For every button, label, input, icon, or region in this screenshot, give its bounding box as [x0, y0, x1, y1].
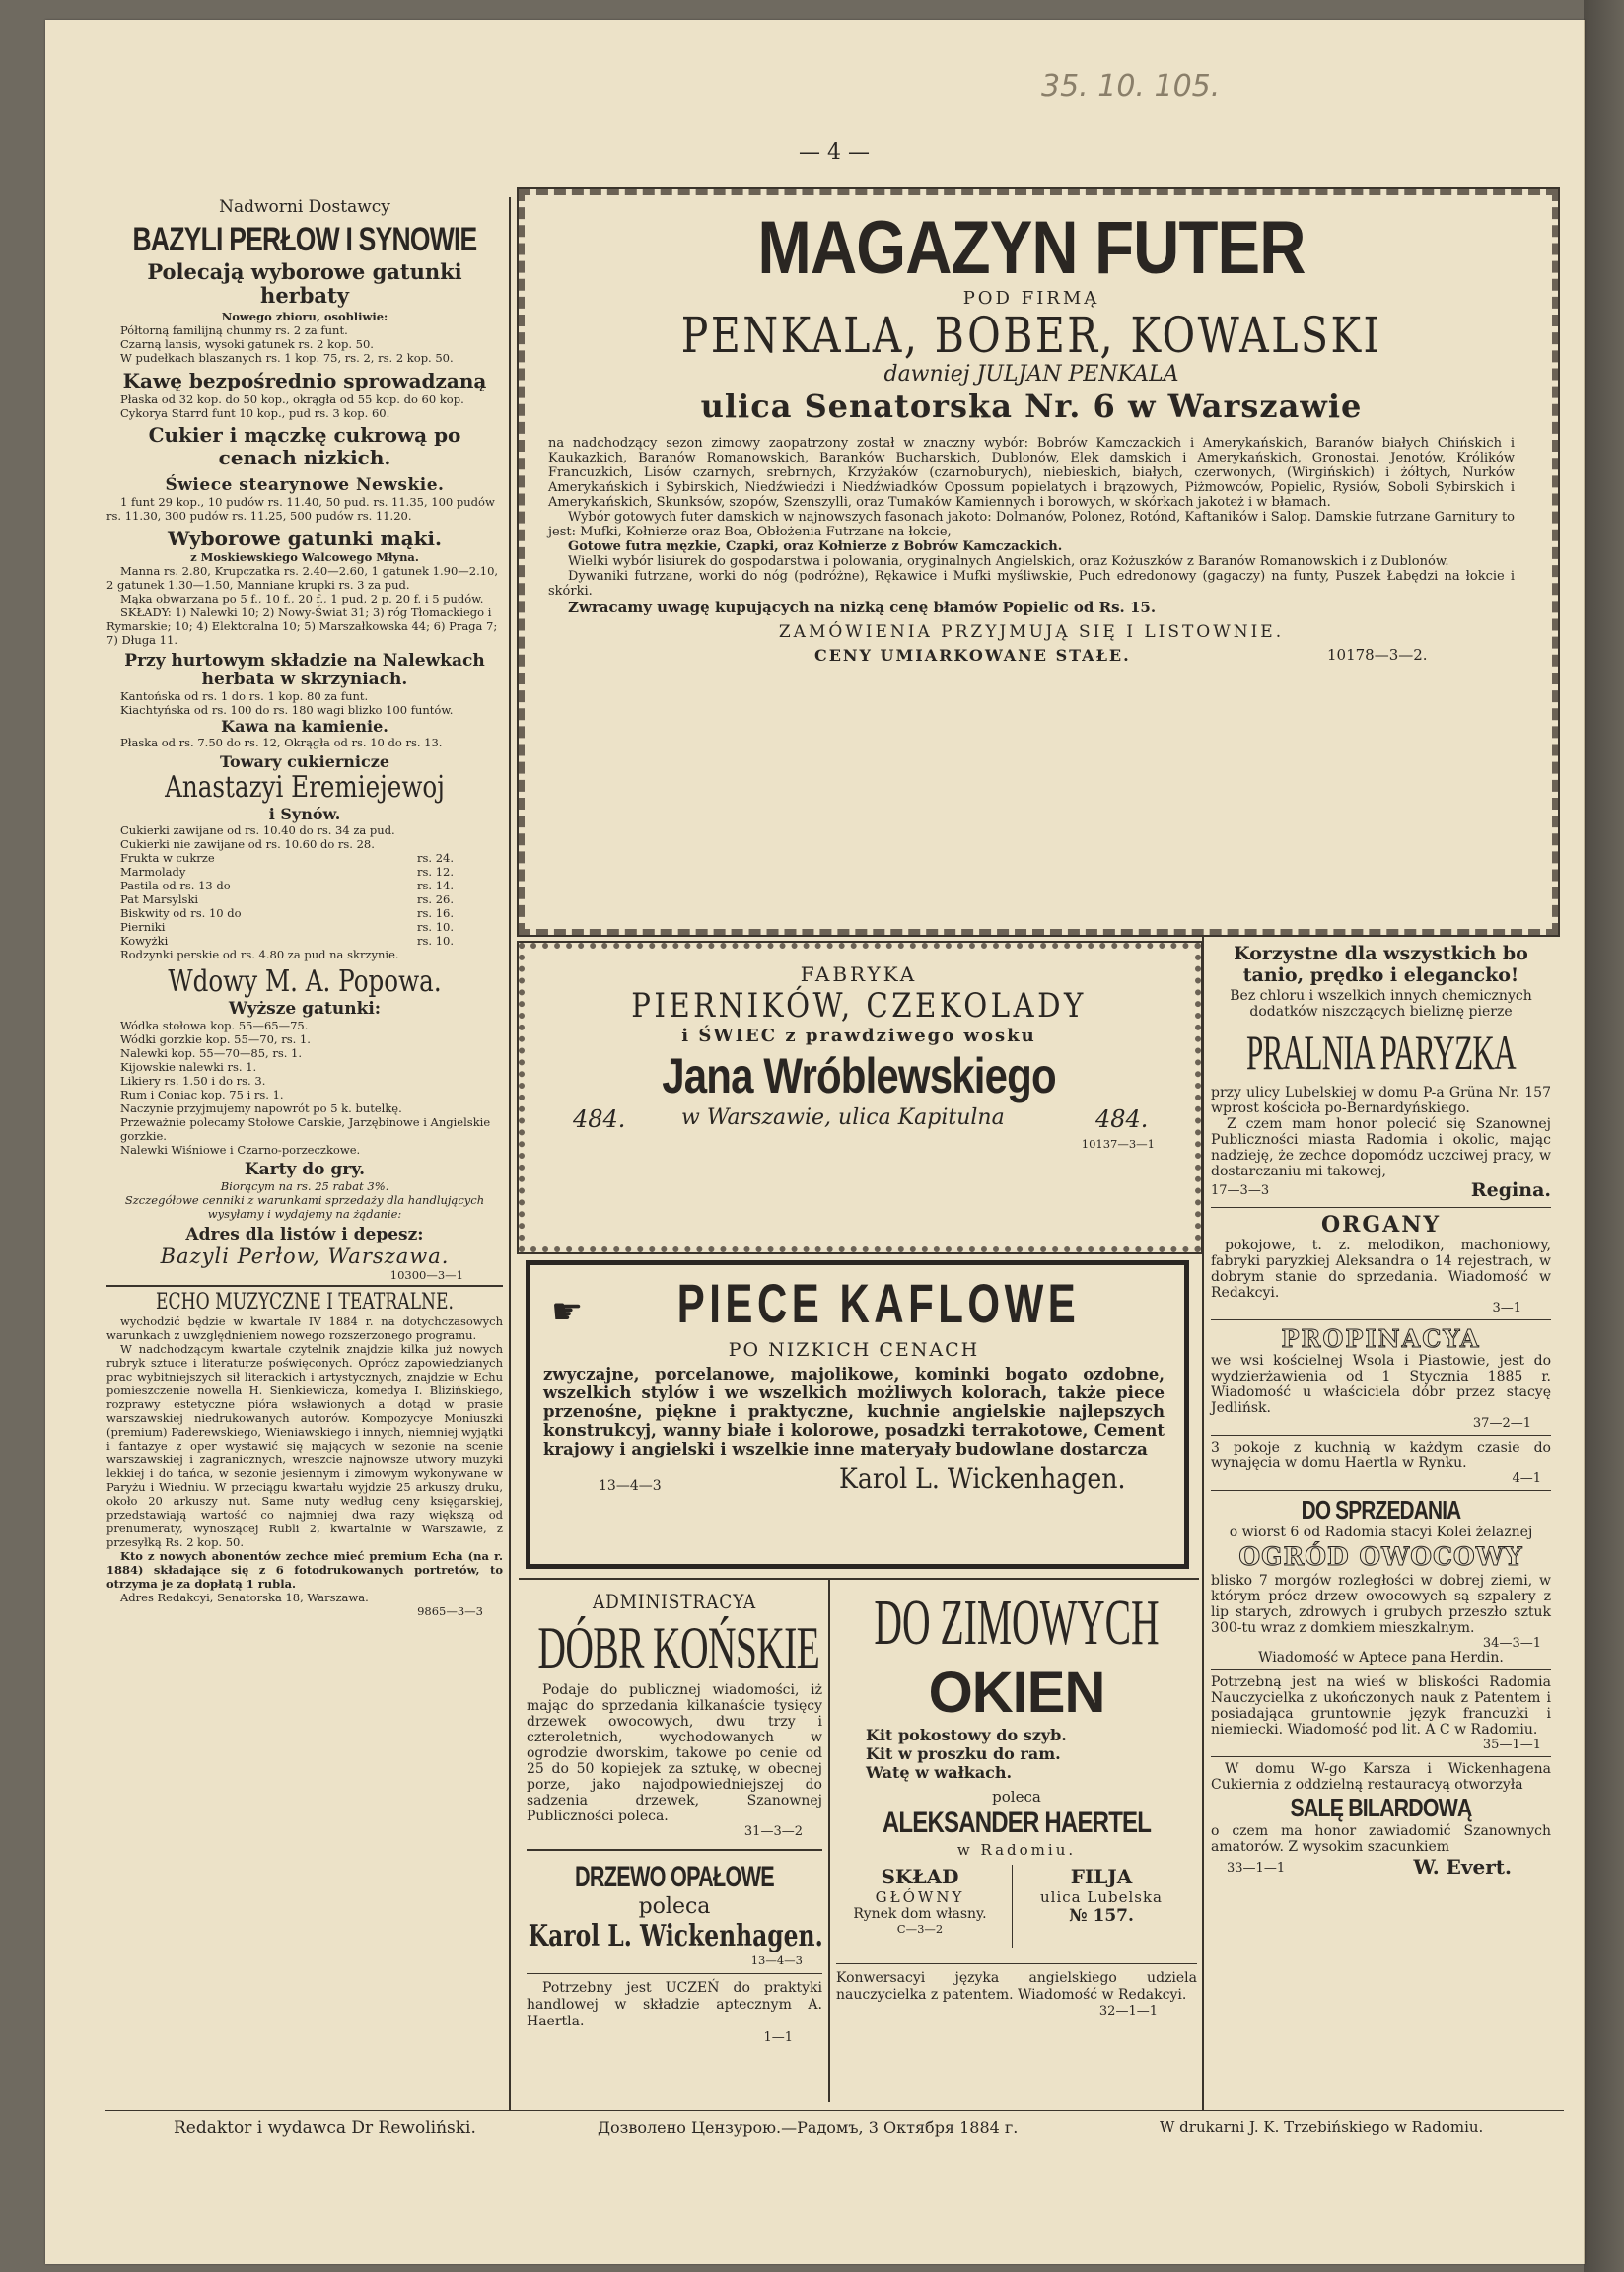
futer-body: na nadchodzący sezon zimowy zaopatrzony został w znaczny wybór: Bobrów Kamczackich i Amerykańskich, Baranów białych Chińskich i Kaukazkich, Baranów Romanowskich, Baranków Bucharskich, Dublonów, Elek damskich i Amerykańskich, Gronostai, Jenotów, Królików Francuzkich, Lisów czarnych, srebrnych, Krzyżaków (czarnoburych), niebieskich, białych, czerwonych, (Wirgińskich) i żółtych, Nurków Amerykańskich i Sybirskich, Niedźwiedzi i Niedźwiadków Opossum popielatych i brązowych, Piżmowców, Popielic, Rysiów, Soboli Sybirskich i Amerykańskich, Skunksów, szopów, Szenszylli, oraz Tumaków Kamiennych i borowych, w skórkach jakoteż i w błamach.	[548, 436, 1515, 510]
okien-title2: OKIEN	[928, 1661, 1105, 1725]
sprzedania-sub: o wiorst 6 od Radomia stacyi Kolei żelaznej	[1229, 1525, 1533, 1540]
organy-ref: 3—1	[1492, 1301, 1521, 1315]
candles-title: Świece stearynowe Newskie.	[165, 475, 445, 495]
konskie-admin: ADMINISTRACYA	[593, 1590, 756, 1613]
divider	[1211, 1319, 1551, 1320]
vodka-line: Wódki gorzkie kop. 55—70, rs. 1.	[120, 1032, 311, 1046]
okien-rynek: Rynek dom własny.	[853, 1906, 987, 1922]
piece-title: PIECE KAFLOWE	[676, 1272, 1081, 1334]
organy-body: pokojowe, t. z. melodikon, machoniowy, fabryki paryzkiej Aleksandra o 14 rejestrach, w dobrym stanie do sprzedania. Wiadomość w Redakcyi.	[1211, 1238, 1551, 1301]
confectionery-item: Biskwity od rs. 10 do	[120, 906, 242, 920]
pralnia-sign: Regina.	[1470, 1179, 1551, 1201]
vodka-line: Kijowskie nalewki rs. 1.	[120, 1060, 257, 1074]
confectionery-row	[120, 892, 503, 906]
confectionery-list	[106, 823, 503, 961]
futer-title: MAGAZYN FUTER	[757, 206, 1306, 290]
flour-line: Manna rs. 2.80, Krupczatka rs. 2.40—2.60, 1 gatunek 1.90—2.10, 2 gatunek 1.30—1.50, Manniane krupki rs. 3 za pud.	[106, 564, 499, 592]
vodka-line: Rum i Coniac kop. 75 i rs. 1.	[120, 1088, 284, 1101]
sprzedania-title: DO SPRZEDANIA	[1301, 1495, 1461, 1525]
flour-title: Wyborowe gatunki mąki.	[168, 527, 442, 550]
piernik-number: 484.	[1095, 1105, 1149, 1133]
futer-street: ulica Senatorska Nr. 6 w Warszawie	[700, 388, 1363, 425]
catalog-note: Szczegółowe cenniki z warunkami sprzedaży dla handlujących wysyłamy i wydajemy na żądanie:	[124, 1193, 485, 1221]
pralnia-ref: 17—3—3	[1211, 1183, 1270, 1198]
futer-body: Wielki wybór lisiurek do gospodarstwa i polowania, oryginalnych Angielskich, oraz Kożuszków z Baranów Romanowskich i z Dublonów.	[568, 554, 1449, 569]
vodka-line: Wódka stołowa kop. 55—65—75.	[120, 1019, 309, 1032]
divider	[106, 1285, 503, 1287]
confectionery-price: rs. 14.	[417, 879, 454, 892]
handwritten-note: 35. 10. 105.	[1041, 69, 1221, 104]
okien-line: Kit pokostowy do szyb.	[866, 1726, 1067, 1744]
propinacya-body: we wsi kościelnej Wsola i Piastowie, jest do wydzierżawienia od 1 Stycznia 1885 r. Wiadomość u właściciela dóbr przez stacyę Jedlińsk.	[1211, 1353, 1551, 1416]
echo-line: W nadchodzącym kwartale czytelnik znajdzie kilka już nowych rubryk sztuce i literaturze poświęconych. Oprócz zapowiedzianych prac wybitniejszych sił literackich i artystycznych, znajdzie w Echu pomieszczenie nowella H. Sienkiewicza, komedya I. Blizińskiego, rozprawy estetyczne pióra wsławionych a dotąd w prasie warszawskiej niedrukowanych autorów. Kompozycye Moniuszki (premium) Paderewskiego, Wieniawskiego i innych, niemniej wyjątki i fantazye z oper wystawić się mających w sezonie na scenie warszawskiej i zagranicznych, wreszcie najnowsze utwory muzyki lekkiej i do tańca, w sezonie jesiennym i zimowym wykonywane w Paryżu i Wiedniu. W przeciągu kwartału wyjdzie 25 arkuszy druku, około 20 arkuszy nut. Same nuty według ceny księgarskiej, przedstawiają wartość co najmniej dwa razy większą od prenumeraty, wynoszącej Rubli 2, kwartalnie w Warszawie, z przesyłką Rs. 2 kop. 50.	[106, 1342, 503, 1549]
piernik-ad	[533, 962, 1184, 1151]
vodka-line: Naczynie przyjmujemy napowrót po 5 k. butelkę.	[120, 1101, 402, 1115]
vodka-line: Likiery rs. 1.50 i do rs. 3.	[120, 1074, 266, 1088]
piernik-fabryka: FABRYKA	[800, 962, 918, 986]
ad-divider	[828, 1580, 830, 2102]
ogrod-where: Wiadomość w Aptece pana Herdin.	[1258, 1650, 1504, 1666]
propinacya-title: PROPINACYA	[1281, 1324, 1481, 1353]
piece-ad	[543, 1270, 1165, 1502]
okien-line: Watę w wałkach.	[866, 1763, 1013, 1782]
okien-line: Kit w proszku do ram.	[866, 1744, 1061, 1763]
confectionery-item: Pat Marsylski	[120, 892, 199, 906]
confectionery-title: Towary cukiernicze	[219, 752, 390, 771]
pralnia-sub: Bez chloru i wszelkich innych chemicznych dodatków niszczących bieliznę pierze	[1230, 988, 1532, 1020]
page-number: — 4 —	[799, 140, 870, 165]
okien-filja: FILJA	[1070, 1865, 1133, 1888]
ad-divider	[519, 1578, 1199, 1580]
piernik-line2: i ŚWIEC z prawdziwego wosku	[681, 1026, 1036, 1046]
futer-ref: 10178—3—2.	[1327, 646, 1428, 664]
futer-body: Dywaniki futrzane, worki do nóg (podróżne), Rękawice i Mufki myśliwskie, Puch edredonowy (gagaczy) na funty, Puszek Łabędzi na łokcie i skórki.	[548, 569, 1515, 599]
confectionery-item: Marmolady	[120, 865, 186, 879]
nauczycielka-ref: 35—1—1	[1482, 1738, 1541, 1752]
divider	[1211, 1669, 1551, 1670]
echo-title: ECHO MUZYCZNE I TEATRALNE.	[155, 1290, 454, 1314]
drzewo-name: Karol L. Wickenhagen.	[528, 1919, 823, 1953]
confectionery-row	[120, 906, 503, 920]
propinacya-ref: 37—2—1	[1472, 1416, 1531, 1431]
left-column	[106, 197, 503, 1618]
futer-body: Wybór gotowych futer damskich w najnowszych fasonach jakoto: Dolmanów, Polonez, Rotónd, Kaftaników i Salop. Damskie futrzane Garnitury to jest: Mufki, Kołnierze oraz Boa, Obłożenia Futrzane na łokcie,	[548, 510, 1515, 539]
address-value: Bazyli Perłow, Warszawa.	[160, 1244, 450, 1268]
perlow-firm-title: BAZYLI PERŁOW I SYNOWIE	[132, 221, 477, 258]
konskie-ref: 31—3—2	[743, 1824, 803, 1839]
confectionery-row	[120, 879, 503, 892]
vodka-line: Przeważnie polecamy Stołowe Carskie, Jarzębinowe i Angielskie gorzkie.	[120, 1115, 491, 1143]
flour-subtitle: z Moskiewskiego Walcowego Młyna.	[190, 550, 419, 564]
piece-sub: PO NIZKICH CENACH	[728, 1339, 980, 1361]
tea-line: Półtorną familijną chunmy rs. 2 za funt.	[120, 323, 348, 337]
confectionery-row	[120, 865, 503, 879]
confectionery-row	[120, 837, 503, 851]
futer-pod: POD FIRMĄ	[962, 288, 1100, 309]
coffee-line: Płaska od 32 kop. do 50 kop., okrągła od 55 kop. do 60 kop.	[120, 392, 464, 406]
tea-subtitle: Nowego zbioru, osobliwie:	[221, 310, 388, 323]
futer-ad	[538, 206, 1524, 670]
confectionery-row	[120, 851, 503, 865]
tea-line: W pudełkach blaszanych rs. 1 kop. 75, rs. 2, rs. 2 kop. 50.	[120, 351, 454, 365]
confectionery-row	[120, 948, 503, 961]
purveyor-heading: Nadworni Dostawcy	[219, 197, 390, 217]
confectionery-item: Cukierki zawijane od rs. 10.40 do rs. 34 za pud.	[120, 823, 395, 837]
salon-sign: W. Evert.	[1413, 1855, 1512, 1879]
okien-sklad: SKŁAD	[881, 1865, 959, 1888]
confectionery-price: rs. 24.	[417, 851, 454, 865]
synow-label: i Synów.	[268, 805, 341, 823]
vodka-list	[106, 1019, 503, 1157]
piernik-number: 484.	[573, 1105, 626, 1133]
okien-filja-block	[1018, 1865, 1185, 1926]
echo-line: Adres Redakcyi, Senatorska 18, Warszawa.	[120, 1591, 369, 1604]
okien-title1: DO ZIMOWYCH	[874, 1587, 1160, 1659]
confectionery-price: rs. 16.	[417, 906, 454, 920]
tea-title: Polecają wyborowe gatunki herbaty	[147, 259, 462, 308]
confectionery-item: Frukta w cukrze	[120, 851, 215, 865]
vodka-title: Wyższe gatunki:	[228, 999, 382, 1019]
okien-sklad-block	[836, 1865, 1004, 1936]
konskie-body: Podaje do publicznej wiadomości, iż mając do sprzedania kilkanaście tysięcy drzewek owocowych, dwu trzy i czteroletnich, wychodowanych w ogrodzie dworskim, takowe po cenie od 25 do 50 kopiejek za sztukę, w obecnej porze, jako najodpowiedniejszej do sadzenia drzewek, Szanownej Publiczności poleca.	[527, 1682, 822, 1824]
footer-censor: Дозволено Цензурою.—Радомъ, 3 Октября 1884 г.	[598, 2118, 1019, 2137]
popowa-title: Wdowy M. A. Popowa.	[168, 964, 442, 999]
confectionery-price: rs. 10.	[417, 934, 454, 948]
ogrod-title: OGRÓD OWOCOWY	[1238, 1542, 1523, 1571]
cards-line: Biorącym na rs. 25 rabat 3%.	[220, 1179, 389, 1193]
futer-dawniej: dawniej JULJAN PENKALA	[883, 362, 1179, 387]
uczen-ref: 1—1	[763, 2030, 793, 2045]
ogrod-body: blisko 7 morgów rozległości w dobrej ziemi, w którym prócz drzew owocowych są szpalery z lip starych, zdrowych i grubych przeszło sztuk 300-tu wraz z domkiem mieszkalnym.	[1211, 1573, 1551, 1636]
okien-ref: C—3—2	[896, 1922, 944, 1936]
okien-glowny: GŁÓWNY	[875, 1888, 965, 1906]
okien-number: № 157.	[1069, 1906, 1134, 1926]
confectionery-row	[120, 920, 503, 934]
perlow-ref: 10300—3—1	[389, 1268, 463, 1282]
flour-line: Mąka obwarzana po 5 f., 10 f., 20 f., 1 pud, 2 p. 20 f. i 5 pudów.	[120, 592, 484, 605]
sugar-title: Cukier i mączkę cukrową po cenach nizkich.	[148, 423, 461, 469]
divider	[527, 1973, 822, 1974]
confectionery-price: rs. 10.	[417, 920, 454, 934]
futer-prices: CENY UMIARKOWANE STAŁE.	[814, 646, 1131, 665]
divider	[1211, 1435, 1551, 1436]
angielski-text: Konwersacyi języka angielskiego udziela nauczycielka z patentem. Wiadomość w Redakcyi.	[836, 1970, 1197, 2003]
drzewo-ref: 13—4—3	[750, 1953, 803, 1967]
vodka-line: Nalewki kop. 55—70—85, rs. 1.	[120, 1046, 303, 1060]
newspaper-page	[45, 20, 1585, 2264]
candles-line: 1 funt 29 kop., 10 pudów rs. 11.40, 50 pud. rs. 11.35, 100 pudów rs. 11.30, 300 pudów rs. 11.25, 500 pudów rs. 11.20.	[106, 495, 495, 523]
karsz-body: W domu W-go Karsza i Wickenhagena Cukiernia z oddzielną restauracyą otworzyła	[1211, 1761, 1551, 1793]
confectionery-item: Pastila od rs. 13 do	[120, 879, 231, 892]
uczen-text: Potrzebny jest UCZEŃ do praktyki handlowej w składzie aptecznym A. Haertla.	[527, 1980, 822, 2029]
futer-body: Gotowe futra męzkie, Czapki, oraz Kołnierze z Bobrów Kamczackich.	[568, 539, 1063, 554]
confectionery-row	[120, 823, 503, 837]
right-column	[1211, 943, 1551, 1881]
salon-ref: 33—1—1	[1227, 1861, 1286, 1876]
pokoje-body: 3 pokoje z kuchnią w każdym czasie do wynajęcia w domu Haertla w Rynku.	[1211, 1440, 1551, 1471]
okien-ad	[836, 1586, 1197, 2019]
kawa-title: Kawa na kamienie.	[221, 717, 388, 736]
nauczycielka-body: Potrzebną jest na wieś w bliskości Radomia Nauczycielka z ukończonych nauk z Patentem i posiadająca gruntownie język francuzki i niemiecki. Wiadomość pod lit. A C w Radomiu.	[1211, 1674, 1551, 1738]
echo-line: wychodzić będzie w kwartale IV 1884 r. na dotychczasowych warunkach z uwzględnieniem nowego rozszerzonego programu.	[106, 1314, 503, 1342]
pralnia-body: Z czem mam honor polecić się Szanownej Publiczności miasta Radomia i okolic, mając nadzieję, że zechce dopomódz uczciwej pracy, w dostarczaniu mi takowej,	[1211, 1116, 1551, 1179]
pralnia-head: Korzystne dla wszystkich bo tanio, prędko i elegancko!	[1234, 943, 1528, 986]
konskie-title: DÓBR KOŃSKIE	[537, 1615, 820, 1680]
wholesale-line: Kantońska od rs. 1 do rs. 1 kop. 80 za funt.	[120, 689, 369, 703]
flour-line: SKŁADY: 1) Nalewki 10; 2) Nowy-Świat 31; 3) róg Tłomackiego i Rymarskie; 10; 4) Elektoralna 10; 5) Marszałkowska 44; 6) Praga 7; 7) Długa 11.	[106, 605, 498, 647]
wholesale-title: Przy hurtowym składzie na Nalewkach herbata w skrzyniach.	[124, 651, 485, 689]
echo-line: Kto z nowych abonentów zechce mieć premium Echa (na r. 1884) składające się z 6 fotodrukowanych portretów, to otrzyma je za dopłatą 1 rubla.	[106, 1549, 503, 1591]
confectionery-item: Rodzynki perskie od rs. 4.80 za pud na skrzynie.	[120, 948, 399, 961]
okien-poleca: poleca	[992, 1788, 1041, 1806]
drzewo-title: DRZEWO OPAŁOWE	[575, 1861, 774, 1893]
divider	[836, 1963, 1197, 1964]
piece-body: zwyczajne, porcelanowe, majolikowe, kominki bogato ozdobne, wszelkich stylów i we wszelkich możliwych kolorach, także piece przenośne, piękne i praktyczne, kuchnie angielskie najlepszych konstrukcyj, wanny białe i kolorowe, posadzki terrakotowe, Cement krajowy i angielski i wszelkie inne materyały budowlane dostarcza	[543, 1365, 1165, 1458]
futer-body: Zwracamy uwagę kupujących na nizką cenę błamów Popielic od Rs. 15.	[568, 599, 1157, 616]
pralnia-body: przy ulicy Lubelskiej w domu P-a Grüna Nr. 157 wprost kościoła po-Bernardyńskiego.	[1211, 1085, 1551, 1116]
echo-ref: 9865—3—3	[417, 1604, 483, 1618]
angielski-ref: 32—1—1	[1098, 2004, 1158, 2019]
divider	[527, 1849, 822, 1851]
piece-name: Karol L. Wickenhagen.	[839, 1462, 1126, 1495]
cards-title: Karty do gry.	[244, 1160, 366, 1179]
footer-editor: Redaktor i wydawca Dr Rewoliński.	[174, 2118, 476, 2138]
column-rule	[509, 197, 511, 2110]
coffee-title: Kawę bezpośrednio sprowadzaną	[122, 369, 487, 392]
kawa-line: Płaska od rs. 7.50 do rs. 12, Okrągła od rs. 10 do rs. 13.	[120, 736, 443, 749]
pralnia-title: PRALNIA PARYZKA	[1246, 1025, 1516, 1080]
futer-orders: ZAMÓWIENIA PRZYJMUJĄ SIĘ I LISTOWNIE.	[778, 622, 1285, 642]
piernik-address: w Warszawie, ulica Kapitulna	[681, 1105, 1005, 1130]
vodka-line: Nalewki Wiśniowe i Czarno-porzeczkowe.	[120, 1143, 361, 1157]
ad-divider	[1202, 937, 1204, 2110]
salon-body: o czem ma honor zawiadomić Szanownych amatorów. Z wysokim szacunkiem	[1211, 1823, 1551, 1855]
divider	[1012, 1865, 1013, 1948]
tea-line: Czarną lansis, wysoki gatunek rs. 2 kop. 50.	[120, 337, 374, 351]
scan-background	[1584, 0, 1624, 2272]
pokoje-ref: 4—1	[1512, 1471, 1541, 1486]
footer-rule	[105, 2110, 1564, 2111]
confectionery-item: Pierniki	[120, 920, 166, 934]
address-title: Adres dla listów i depesz:	[185, 1225, 424, 1244]
salon-title: SALĘ BILARDOWĄ	[1290, 1793, 1472, 1822]
okien-name: ALEKSANDER HAERTEL	[882, 1807, 1152, 1839]
futer-firm: PENKALA, BOBER, KOWALSKI	[680, 307, 1382, 364]
okien-ulica: ulica Lubelska	[1040, 1888, 1163, 1906]
organy-title: ORGANY	[1320, 1212, 1442, 1238]
pointing-hand-icon: ☛	[551, 1292, 584, 1332]
footer-printer: W drukarni J. K. Trzebińskiego w Radomiu.	[1160, 2118, 1484, 2136]
ogrod-ref: 34—3—1	[1482, 1636, 1541, 1651]
wholesale-line: Kiachtyńska od rs. 100 do rs. 180 wagi blizko 100 funtów.	[120, 703, 454, 717]
divider	[1211, 1207, 1551, 1208]
piernik-line1: PIERNIKÓW, CZEKOLADY	[631, 986, 1087, 1026]
piernik-ref: 10137—3—1	[1081, 1137, 1155, 1151]
konskie-ad	[527, 1590, 822, 2045]
okien-city: w Radomiu.	[956, 1841, 1077, 1859]
confectionery-price: rs. 26.	[417, 892, 454, 906]
divider	[1211, 1756, 1551, 1757]
coffee-line: Cykorya Starrd funt 10 kop., pud rs. 3 kop. 60.	[120, 406, 390, 420]
confectionery-item: Cukierki nie zawijane od rs. 10.60 do rs. 28.	[120, 837, 375, 851]
confectionery-row	[120, 934, 503, 948]
divider	[1211, 1490, 1551, 1491]
drzewo-poleca: poleca	[638, 1894, 711, 1919]
piernik-name: Jana Wróblewskiego	[662, 1048, 1056, 1103]
eremiejewoj-title: Anastazyi Eremiejewoj	[165, 770, 445, 805]
confectionery-price: rs. 12.	[417, 865, 454, 879]
confectionery-item: Kowyżki	[120, 934, 169, 948]
piece-ref: 13—4—3	[599, 1478, 662, 1494]
